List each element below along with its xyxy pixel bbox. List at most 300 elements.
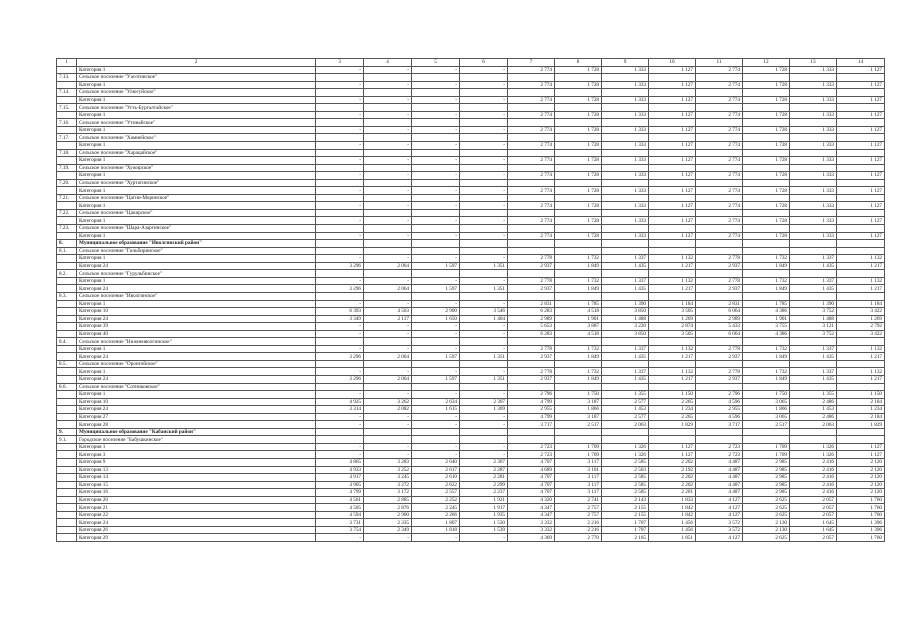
row-label-cell: Муниципальное образование "Иволгинский район"	[77, 240, 316, 248]
value-cell: 4 487	[696, 489, 743, 497]
value-cell: 1 728	[555, 111, 602, 119]
value-cell: 2 252	[412, 496, 460, 504]
value-cell: 1 709	[743, 451, 790, 459]
value-cell	[316, 292, 364, 300]
value-cell: 1 728	[555, 187, 602, 195]
value-cell: 2 057	[790, 511, 837, 519]
value-cell: 4 127	[696, 504, 743, 512]
value-cell: -	[412, 323, 460, 331]
row-number-cell	[57, 96, 77, 104]
value-cell: 2 989	[696, 315, 743, 323]
value-cell	[316, 240, 364, 248]
value-cell: 1 709	[743, 443, 790, 451]
value-cell: -	[316, 187, 364, 195]
value-cell: 1 333	[790, 66, 837, 74]
value-cell: 2 774	[696, 142, 743, 150]
row-label-cell: Категория 1	[77, 96, 316, 104]
value-cell	[602, 383, 649, 391]
value-cell: 1 707	[602, 519, 649, 527]
value-cell: 1 456	[649, 519, 696, 527]
value-cell: 3 505	[649, 330, 696, 338]
value-cell	[460, 247, 508, 255]
value-cell: 1 217	[837, 262, 885, 270]
value-cell: 3 850	[602, 308, 649, 316]
value-cell: -	[460, 391, 508, 399]
value-cell: 1 127	[837, 443, 885, 451]
value-cell: 1 728	[555, 202, 602, 210]
value-cell: -	[316, 66, 364, 74]
row-label-cell: Категория 1	[77, 202, 316, 210]
table-row	[57, 375, 885, 383]
value-cell: 1 728	[555, 66, 602, 74]
value-cell: -	[316, 345, 364, 353]
row-number-cell	[57, 187, 77, 195]
value-cell: 2 774	[508, 81, 555, 89]
value-cell: 2 577	[602, 413, 649, 421]
value-cell	[837, 149, 885, 157]
row-number-cell	[57, 466, 77, 474]
column-number-row	[57, 59, 885, 67]
value-cell: 3 850	[602, 330, 649, 338]
value-cell: 1 337	[790, 255, 837, 263]
value-cell: 2 057	[790, 534, 837, 542]
value-cell	[837, 134, 885, 142]
value-cell: 2 416	[790, 466, 837, 474]
value-cell	[743, 209, 790, 217]
value-cell: 3 314	[316, 406, 364, 414]
table-row	[57, 172, 885, 180]
value-cell	[364, 134, 412, 142]
row-number-cell: 7.14.	[57, 89, 77, 97]
value-cell	[649, 194, 696, 202]
value-cell: 1 369	[460, 406, 508, 414]
value-cell	[696, 209, 743, 217]
value-cell: 2 774	[696, 172, 743, 180]
value-cell: 1 355	[790, 391, 837, 399]
value-cell: 2 955	[696, 406, 743, 414]
value-cell: 2 625	[743, 504, 790, 512]
value-cell	[316, 383, 364, 391]
value-cell: 1 217	[837, 353, 885, 361]
section-row	[57, 360, 885, 368]
row-number-cell	[57, 353, 77, 361]
value-cell	[555, 247, 602, 255]
value-cell: 1 849	[743, 285, 790, 293]
section-row	[57, 179, 885, 187]
row-label-cell: Категория 29	[77, 534, 316, 542]
value-cell: 2 831	[696, 300, 743, 308]
value-cell: 2 585	[602, 489, 649, 497]
value-cell	[460, 74, 508, 82]
value-cell: 1 132	[837, 277, 885, 285]
value-cell: -	[412, 81, 460, 89]
section-row	[57, 89, 885, 97]
value-cell: 1 184	[837, 300, 885, 308]
row-number-cell: 7.17.	[57, 134, 77, 142]
value-cell: 1 728	[743, 232, 790, 240]
value-cell	[837, 104, 885, 112]
value-cell: 2 774	[696, 126, 743, 134]
value-cell: 1 333	[602, 157, 649, 165]
value-cell: 1 435	[790, 375, 837, 383]
value-cell: 1 453	[790, 406, 837, 414]
value-cell: 1 132	[649, 277, 696, 285]
row-number-cell	[57, 308, 77, 316]
value-cell: 2 266	[412, 511, 460, 519]
value-cell	[837, 164, 885, 172]
table-row	[57, 496, 885, 504]
value-cell: 3 731	[316, 519, 364, 527]
value-cell: 1 127	[837, 202, 885, 210]
row-number-cell: 7.22.	[57, 209, 77, 217]
value-cell	[602, 240, 649, 248]
row-number-cell: 7.18.	[57, 149, 77, 157]
value-cell	[602, 247, 649, 255]
value-cell	[649, 428, 696, 436]
value-cell: 4 905	[316, 481, 364, 489]
value-cell: 1 127	[837, 187, 885, 195]
value-cell: 2 184	[837, 413, 885, 421]
row-label-cell: Категория 24	[77, 406, 316, 414]
value-cell: -	[412, 126, 460, 134]
value-cell: -	[364, 126, 412, 134]
row-label-cell: Категория 24	[77, 285, 316, 293]
value-cell: 2 770	[555, 534, 602, 542]
value-cell	[364, 338, 412, 346]
value-cell	[790, 225, 837, 233]
value-cell: -	[316, 255, 364, 263]
value-cell	[316, 194, 364, 202]
value-cell: -	[364, 142, 412, 150]
value-cell: 1 901	[555, 315, 602, 323]
value-cell: 2 937	[508, 375, 555, 383]
value-cell: 2 610	[412, 474, 460, 482]
value-cell: 2 517	[555, 421, 602, 429]
value-cell: -	[364, 421, 412, 429]
value-cell	[460, 149, 508, 157]
value-cell	[460, 428, 508, 436]
value-cell: -	[412, 202, 460, 210]
value-cell: 1 732	[743, 277, 790, 285]
value-cell: 2 955	[508, 406, 555, 414]
row-label-cell: Сельское поселение "Цагин-Моринское"	[77, 194, 316, 202]
row-label-cell: Категория 1	[77, 255, 316, 263]
value-cell: 1 333	[790, 202, 837, 210]
value-cell: 2 130	[743, 526, 790, 534]
value-cell: 2 184	[837, 398, 885, 406]
value-cell	[316, 164, 364, 172]
value-cell: 1 390	[790, 300, 837, 308]
value-cell: 2 640	[412, 458, 460, 466]
value-cell	[790, 240, 837, 248]
table-row	[57, 66, 885, 74]
value-cell: 1 728	[743, 111, 790, 119]
value-cell: 1 127	[837, 142, 885, 150]
row-label-cell: Сельское поселение "Цакирское"	[77, 209, 316, 217]
value-cell: 2 778	[508, 368, 555, 376]
row-number-cell: 7.20.	[57, 179, 77, 187]
table-row	[57, 187, 885, 195]
value-cell	[743, 436, 790, 444]
table-row	[57, 232, 885, 240]
section-row	[57, 338, 885, 346]
value-cell: 2 774	[696, 111, 743, 119]
value-cell	[837, 225, 885, 233]
value-cell: 1 333	[790, 96, 837, 104]
row-number-cell	[57, 413, 77, 421]
row-label-cell: Категория 1	[77, 232, 316, 240]
value-cell	[602, 119, 649, 127]
value-cell	[460, 104, 508, 112]
value-cell	[364, 119, 412, 127]
value-cell: 3 296	[316, 262, 364, 270]
value-cell	[460, 240, 508, 248]
value-cell	[743, 134, 790, 142]
value-cell	[460, 383, 508, 391]
value-cell: -	[364, 443, 412, 451]
row-label-cell: Муниципальное образование "Кабанский район"	[77, 428, 316, 436]
value-cell	[790, 360, 837, 368]
value-cell: 1 132	[837, 345, 885, 353]
section-row	[57, 247, 885, 255]
section-row	[57, 104, 885, 112]
value-cell: -	[364, 451, 412, 459]
row-label-cell: Категория 1	[77, 172, 316, 180]
value-cell: 4 917	[316, 474, 364, 482]
value-cell: 1 807	[412, 519, 460, 527]
value-cell	[460, 89, 508, 97]
section-row	[57, 119, 885, 127]
value-cell: 2 130	[743, 519, 790, 527]
value-cell: 1 935	[460, 511, 508, 519]
value-cell: 2 774	[508, 217, 555, 225]
value-cell: 2 792	[837, 323, 885, 331]
value-cell: 4 518	[555, 308, 602, 316]
value-cell: 2 774	[696, 202, 743, 210]
value-cell	[364, 383, 412, 391]
value-cell: 3 117	[555, 458, 602, 466]
value-cell: 2 064	[364, 353, 412, 361]
value-cell: 3 887	[555, 323, 602, 331]
value-cell: 3 717	[508, 421, 555, 429]
value-cell: -	[316, 323, 364, 331]
value-cell	[508, 225, 555, 233]
value-cell: 4 487	[696, 474, 743, 482]
value-cell: 2 774	[696, 157, 743, 165]
value-cell	[649, 292, 696, 300]
value-cell: -	[364, 187, 412, 195]
value-cell: 4 386	[743, 308, 790, 316]
value-cell	[316, 89, 364, 97]
value-cell: -	[412, 111, 460, 119]
value-cell	[460, 292, 508, 300]
value-cell: 2 985	[743, 458, 790, 466]
value-cell: 1 333	[790, 111, 837, 119]
row-label-cell: Категория 22	[77, 511, 316, 519]
value-cell: 1 127	[649, 443, 696, 451]
value-cell	[555, 149, 602, 157]
value-cell: 1 333	[790, 142, 837, 150]
value-cell: 2 155	[602, 511, 649, 519]
section-row	[57, 383, 885, 391]
value-cell: 2 874	[649, 323, 696, 331]
value-cell: -	[412, 443, 460, 451]
value-cell: 3 332	[508, 526, 555, 534]
value-cell	[696, 225, 743, 233]
value-cell: 4 707	[508, 474, 555, 482]
value-cell: 4 865	[316, 458, 364, 466]
value-cell: 3 754	[316, 526, 364, 534]
value-cell: 1 849	[555, 353, 602, 361]
value-cell: 1 728	[555, 172, 602, 180]
value-cell: 2 625	[743, 511, 790, 519]
row-label-cell: Сельское поселение "Харацайское"	[77, 149, 316, 157]
value-cell: 2 416	[790, 458, 837, 466]
value-cell: 2 057	[790, 504, 837, 512]
row-label-cell: Категория 15	[77, 481, 316, 489]
value-cell: 1 917	[460, 504, 508, 512]
value-cell: 2 120	[837, 489, 885, 497]
value-cell	[460, 360, 508, 368]
row-number-cell: 8.3.	[57, 292, 77, 300]
value-cell: 3 505	[649, 308, 696, 316]
row-label-cell: Категория 39	[77, 323, 316, 331]
value-cell	[555, 104, 602, 112]
value-cell: 1 456	[649, 526, 696, 534]
value-cell	[555, 428, 602, 436]
row-number-cell	[57, 111, 77, 119]
value-cell: 2 796	[508, 391, 555, 399]
value-cell: 2 774	[696, 66, 743, 74]
value-cell	[649, 179, 696, 187]
table-row	[57, 323, 885, 331]
value-cell	[602, 360, 649, 368]
value-cell: 3 187	[555, 413, 602, 421]
value-cell: -	[412, 413, 460, 421]
value-cell: 4 487	[696, 481, 743, 489]
value-cell: -	[364, 81, 412, 89]
value-cell: 1 728	[555, 81, 602, 89]
value-cell	[696, 104, 743, 112]
value-cell: 2 723	[508, 451, 555, 459]
value-cell: -	[460, 300, 508, 308]
row-label-cell: Сельское поселение "Сотниковское"	[77, 383, 316, 391]
column-header: 14	[837, 59, 885, 67]
value-cell: 5 653	[508, 323, 555, 331]
value-cell: 3 422	[837, 330, 885, 338]
value-cell: 1 337	[790, 277, 837, 285]
value-cell: 2 937	[696, 262, 743, 270]
value-cell: -	[412, 187, 460, 195]
value-cell	[508, 428, 555, 436]
table-row	[57, 451, 885, 459]
row-number-cell: 9.1.	[57, 436, 77, 444]
value-cell: -	[412, 421, 460, 429]
value-cell: -	[316, 421, 364, 429]
table-row	[57, 391, 885, 399]
value-cell	[364, 360, 412, 368]
section-row	[57, 428, 885, 436]
table-row	[57, 443, 885, 451]
value-cell: 2 831	[508, 300, 555, 308]
table-row	[57, 489, 885, 497]
value-cell	[743, 360, 790, 368]
value-cell: 2 625	[743, 534, 790, 542]
value-cell	[696, 270, 743, 278]
value-cell	[790, 428, 837, 436]
value-cell: 1 326	[602, 443, 649, 451]
value-cell	[602, 74, 649, 82]
row-number-cell	[57, 406, 77, 414]
value-cell: 1 396	[837, 526, 885, 534]
value-cell	[555, 270, 602, 278]
value-cell: 4 594	[316, 511, 364, 519]
value-cell	[790, 194, 837, 202]
value-cell	[555, 338, 602, 346]
value-cell: 3 065	[743, 398, 790, 406]
value-cell: 4 563	[364, 308, 412, 316]
row-number-cell	[57, 489, 77, 497]
column-header: 7	[508, 59, 555, 67]
value-cell	[696, 240, 743, 248]
value-cell	[602, 270, 649, 278]
value-cell: -	[364, 330, 412, 338]
value-cell	[555, 240, 602, 248]
value-cell: 1 351	[460, 353, 508, 361]
row-number-cell	[57, 262, 77, 270]
value-cell: -	[364, 534, 412, 542]
value-cell: -	[316, 391, 364, 399]
value-cell	[316, 428, 364, 436]
value-cell	[837, 89, 885, 97]
row-number-cell	[57, 81, 77, 89]
value-cell	[837, 436, 885, 444]
row-label-cell: Сельское поселение "Улюгуйское"	[77, 89, 316, 97]
document-page	[56, 58, 882, 542]
value-cell: 2 155	[602, 504, 649, 512]
value-cell: 2 723	[696, 443, 743, 451]
value-cell	[460, 164, 508, 172]
row-label-cell: Категория 16	[77, 489, 316, 497]
value-cell: 2 202	[649, 481, 696, 489]
row-number-cell: 7.19.	[57, 164, 77, 172]
value-cell: 2 120	[837, 466, 885, 474]
value-cell: 1 333	[790, 126, 837, 134]
value-cell: 1 849	[743, 353, 790, 361]
value-cell: 2 774	[508, 232, 555, 240]
value-cell	[412, 436, 460, 444]
value-cell: 1 351	[460, 375, 508, 383]
table-row	[57, 353, 885, 361]
value-cell: 1 435	[602, 353, 649, 361]
row-number-cell	[57, 142, 77, 150]
value-cell: -	[460, 111, 508, 119]
value-cell	[602, 338, 649, 346]
value-cell: 1 435	[602, 285, 649, 293]
value-cell	[790, 383, 837, 391]
value-cell	[364, 428, 412, 436]
value-cell: 1 333	[790, 81, 837, 89]
table-row	[57, 481, 885, 489]
value-cell: 2 416	[790, 474, 837, 482]
value-cell: -	[460, 66, 508, 74]
value-cell: 1 849	[743, 375, 790, 383]
value-cell	[364, 209, 412, 217]
value-cell: 4 347	[508, 504, 555, 512]
value-cell	[649, 240, 696, 248]
row-number-cell	[57, 330, 77, 338]
column-header: 5	[412, 59, 460, 67]
